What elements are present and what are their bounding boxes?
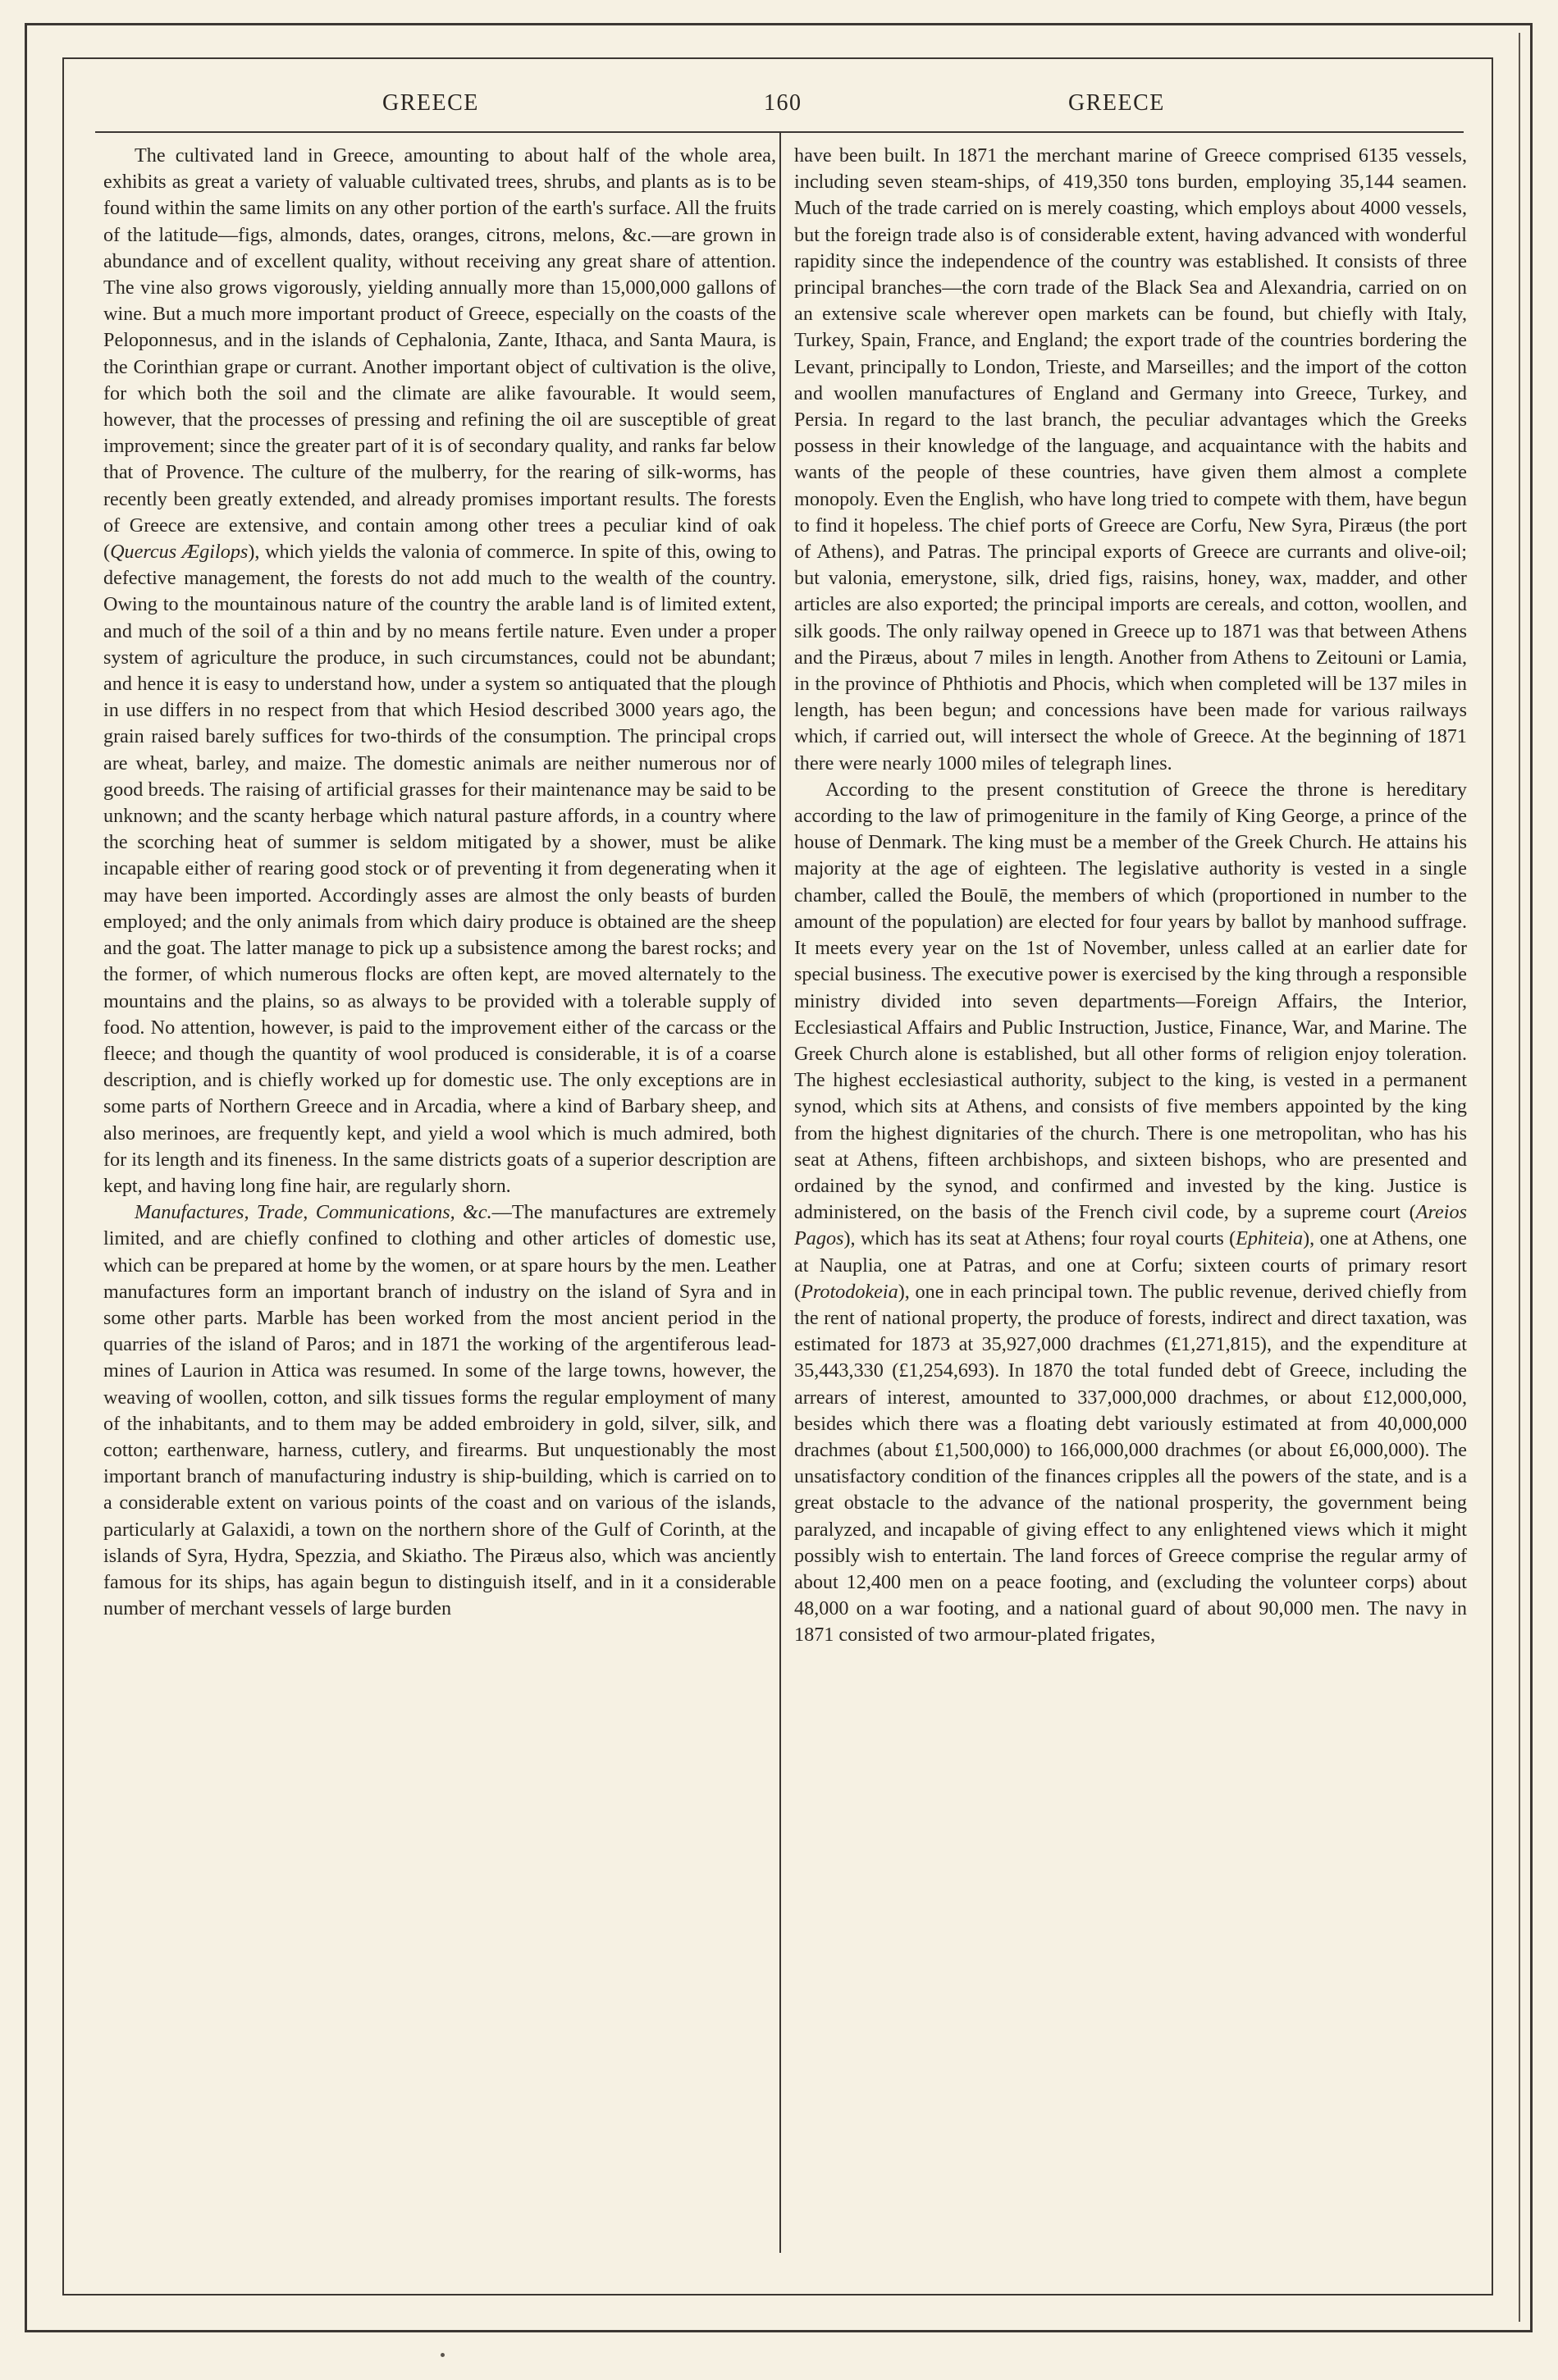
running-header [95,90,1464,128]
left-column [103,143,776,2243]
header-right-title: GREECE [1068,90,1165,116]
italic-term: Areios Pagos [794,1201,1467,1250]
header-left-title: GREECE [382,90,479,116]
paragraph-text: ), which has its seat at Athens; four royal courts ( [843,1227,1236,1250]
right-column [794,143,1467,2243]
italic-term: Ephiteia [1236,1227,1304,1250]
column-divider [779,133,781,2253]
paragraph-manufactures [103,1199,776,1622]
paragraph-text: ), one at Athens, one at Nauplia, one at Patras, and one at Corfu; sixteen courts of primary resort ( [794,1227,1467,1303]
paragraph-agriculture [103,143,776,1199]
italic-term: Protodokeia [801,1280,898,1303]
italic-term: Quercus Ægilops [110,541,249,564]
binding-edge-line [1519,33,1520,2322]
page-number: 160 [764,90,802,116]
section-heading-italic: Manufactures, Trade, Communications, &c. [135,1201,492,1224]
paragraph-text: have been built. In 1871 the merchant marine of Greece comprised 6135 vessels, including seven steam-ships, of 419,350 tons burden, employing 35,144 seamen. Much of the trade carried on is merely coasting, which employs about 4000 vessels, but the foreign trade also is of considerable extent, having advanced with wonderful rapidity since the independence of the country was established. It consists of three principal branches—the corn trade of the Black Sea and Alexandria, carried on on an extensive scale wherever open markets can be found, but chiefly with Italy, Turkey, Spain, France, and England; the export trade of the countries bordering the Levant, principally to London, Trieste, and Marseilles; and the import of the cotton and woollen manufactures of England and Germany into Greece, Turkey, and Persia. In regard to the last branch, the peculiar advantages which the Greeks possess in their knowledge of the language, and acquaintance with the habits and wants of the people of these countries, have given them almost a complete monopoly. Even the English, who have long tried to compete with them, have begun to find it hopeless. The chief ports of Greece are Corfu, New Syra, Piræus (the port of Athens), and Patras. The principal exports of Greece are currants and olive-oil; but valonia, emerystone, silk, dried figs, raisins, honey, wax, madder, and other articles are also exported; the principal imports are cereals, and cotton, woollen, and silk goods. The only railway opened in Greece up to 1871 was that between Athens and the Piræus, about 7 miles in length. Another from Athens to Zeitouni or Lamia, in the province of Phthiotis and Phocis, which when completed will be 137 miles in length, has been begun; and concessions have been made for various railways which, if carried out, will intersect the whole of Greece. At the beginning of 1871 there were nearly 1000 miles of telegraph lines. [794,144,1467,774]
paragraph-text: According to the present constitution of Greece the throne is hereditary according to the law of primogeniture in the family of King George, a prince of the house of Denmark. The king must be a member of the Greek Church. He attains his majority at the age of eighteen. The legislative authority is vested in a single chamber, called the Boulē, the members of which (proportioned in number to the amount of the population) are elected for four years by ballot by manhood suffrage. It meets every year on the 1st of November, unless called at an earlier date for special business. The executive power is exercised by the king through a responsible ministry divided into seven departments—Foreign Affairs, the Interior, Ecclesiastical Affairs and Public Instruction, Justice, Finance, War, and Marine. The Greek Church alone is established, but all other forms of religion enjoy toleration. The highest ecclesiastical authority, subject to the king, is vested in a permanent synod, which sits at Athens, and consists of five members appointed by the king from the highest dignitaries of the church. There is one metropolitan, who has his seat at Athens, fifteen archbishops, and sixteen bishops, who are presented and ordained by the synod, and confirmed and invested by the king. Justice is administered, on the basis of the French civil code, by a supreme court ( [794,778,1467,1224]
paragraph-text: ), which yields the valonia of commerce. In spite of this, owing to defective management, the forests do not add much to the wealth of the country. Owing to the mountainous nature of the country the arable land is of limited extent, and much of the soil of a thin and by no means fertile nature. Even under a proper system of agriculture the produce, in such circumstances, could not be abundant; and hence it is easy to understand how, under a system so antiquated that the plough in use differs in no respect from that which Hesiod described 3000 years ago, the grain raised barely suffices for two-thirds of the consumption. The principal crops are wheat, barley, and maize. The domestic animals are neither numerous nor of good breeds. The raising of artificial grasses for their maintenance may be said to be unknown; and the scanty herbage which natural pasture affords, in a country where the scorching heat of summer is seldom mitigated by a shower, must be alike incapable either of rearing good stock or of preventing it from degenerating when it may have been imported. Accordingly asses are almost the only beasts of burden employed; and the only animals from which dairy produce is obtained are the sheep and the goat. The latter manage to pick up a subsistence among the barest rocks; and the former, of which numerous flocks are often kept, are moved alternately to the mountains and the plains, so as always to be provided with a tolerable supply of food. No attention, however, is paid to the improvement either of the carcass or the fleece; and though the quantity of wool produced is considerable, it is of a coarse description, and is chiefly worked up for domestic use. The only exceptions are in some parts of Northern Greece and in Arcadia, where a kind of Barbary sheep, and also merinoes, are frequently kept, and yield a wool which is much admired, both for its length and its fineness. In the same districts goats of a superior description are kept, and having long fine hair, are regularly shorn. [103,541,776,1197]
paragraph-text: The cultivated land in Greece, amounting to about half of the whole area, exhibits as great a variety of valuable cultivated trees, shrubs, and plants as is to be found within the same limits on any other portion of the earth's surface. All the fruits of the latitude—figs, almonds, dates, oranges, citrons, melons, &c.—are grown in abundance and of excellent quality, without receiving any great share of attention. The vine also grows vigorously, yielding annually more than 15,000,000 gallons of wine. But a much more important product of Greece, especially on the coasts of the Peloponnesus, and in the islands of Cephalonia, Zante, Ithaca, and Santa Maura, is the Corinthian grape or currant. Another important object of cultivation is the olive, for which both the soil and the climate are alike favourable. It would seem, however, that the processes of pressing and refining the oil are susceptible of great improvement; since the greater part of it is of secondary quality, and ranks far below that of Provence. The culture of the mulberry, for the rearing of silk-worms, has recently been greatly extended, and already promises important results. The forests of Greece are extensive, and contain among other trees a peculiar kind of oak ( [103,144,776,564]
print-dot-mark [441,2353,445,2357]
paragraph-trade [794,143,1467,777]
paragraph-text: ), one in each principal town. The public revenue, derived chiefly from the rent of national property, the produce of forests, indirect and direct taxation, was estimated for 1873 at 35,927,000 drachmes (£1,271,815), and the expenditure at 35,443,330 (£1,254,693). In 1870 the total funded debt of Greece, including the arrears of interest, amounted to 337,000,000 drachmes, or about £12,000,000, besides which there was a floating debt variously estimated at from 40,000,000 drachmes (about £1,500,000) to 166,000,000 drachmes (or about £6,000,000). The unsatisfactory condition of the finances cripples all the powers of the state, and is a great obstacle to the advance of the national prosperity, the government being paralyzed, and incapable of giving effect to any enlightened views which it might possibly wish to entertain. The land forces of Greece comprise the regular army of about 12,400 men on a peace footing, and (excluding the volunteer corps) about 48,000 on a war footing, and a national guard of about 90,000 men. The navy in 1871 consisted of two armour-plated frigates, [794,1280,1467,1647]
paragraph-text: —The manufactures are extremely limited, and are chiefly confined to clothing and other articles of domestic use, which can be prepared at home by the women, or at spare hours by the men. Leather manufactures form an important branch of industry on the island of Syra and in some other parts. Marble has been worked from the most ancient period in the quarries of the island of Paros; and in 1871 the working of the argentiferous lead-mines of Laurion in Attica was resumed. In some of the large towns, however, the weaving of woollen, cotton, and silk tissues forms the regular employment of many of the inhabitants, and to them may be added embroidery in gold, silver, silk, and cotton; earthenware, harness, cutlery, and firearms. But unquestionably the most important branch of manufacturing industry is ship-building, which is carried on to a considerable extent on various points of the coast and on various of the islands, particularly at Galaxidi, a town on the northern shore of the Gulf of Corinth, at the islands of Syra, Hydra, Spezzia, and Skiatho. The Piræus also, which was anciently famous for its ships, has again begun to distinguish itself, and in it a considerable number of merchant vessels of large burden [103,1201,776,1620]
paragraph-constitution [794,777,1467,1649]
